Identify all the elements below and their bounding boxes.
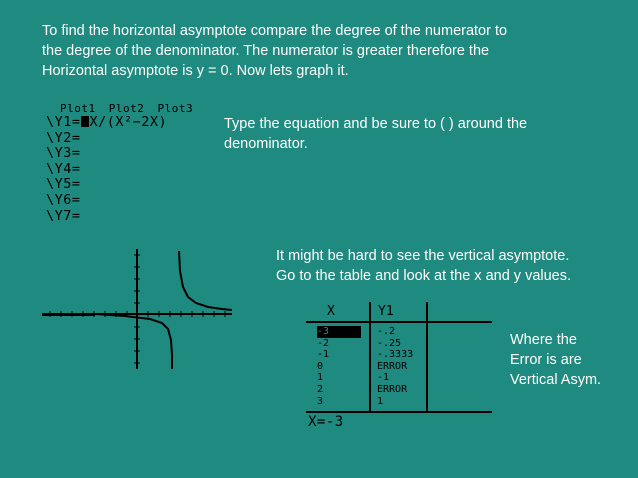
- x-values: -2 -1 0 1 2 3: [317, 337, 330, 407]
- y1-expression: X/(X²−2X): [89, 114, 168, 130]
- y2-row: \Y2=: [46, 129, 81, 146]
- equation-instruction: Type the equation and be sure to ( ) around the denominator.: [224, 116, 528, 152]
- error-note: Where the Error is are Vertical Asym.: [510, 332, 602, 388]
- y3-row: \Y3=: [46, 145, 81, 162]
- x-readout: X=-3: [308, 414, 344, 430]
- plot1-label: Plot1: [60, 102, 96, 115]
- table-instruction: It might be hard to see the vertical asymptote. Go to the table and look at the x and y values.: [276, 248, 572, 284]
- graph-screen: [40, 245, 235, 373]
- y7-row: \Y7=: [46, 207, 81, 224]
- plot2-label: Plot2: [108, 102, 145, 115]
- cursor-icon: [81, 116, 89, 127]
- table-header-x: X: [327, 304, 335, 319]
- selected-x-cell[interactable]: -3: [317, 326, 361, 338]
- curve-right-branch: [179, 251, 232, 310]
- table-header-y1: Y1: [378, 304, 394, 319]
- y1-label: \Y1=: [46, 114, 81, 130]
- y6-row: \Y6=: [46, 191, 81, 208]
- y5-row: \Y5=: [46, 176, 81, 193]
- plot3-label: Plot3: [157, 102, 194, 115]
- curve-left-branch: [95, 314, 172, 369]
- table-screen: [304, 300, 492, 432]
- y-editor-screen: [46, 103, 221, 231]
- y1-row: [46, 115, 221, 131]
- table-x-column: [317, 326, 362, 407]
- intro-paragraph: To find the horizontal asymptote compare the degree of the numerator to the degree of the denominator. The numerator is greater therefore the Horizontal asymptote is y = 0. Now lets graph it.: [42, 23, 508, 79]
- table-y-values: -.2 -.25 -.3333 ERROR -1 ERROR 1: [377, 326, 414, 407]
- y4-row: \Y4=: [46, 160, 81, 177]
